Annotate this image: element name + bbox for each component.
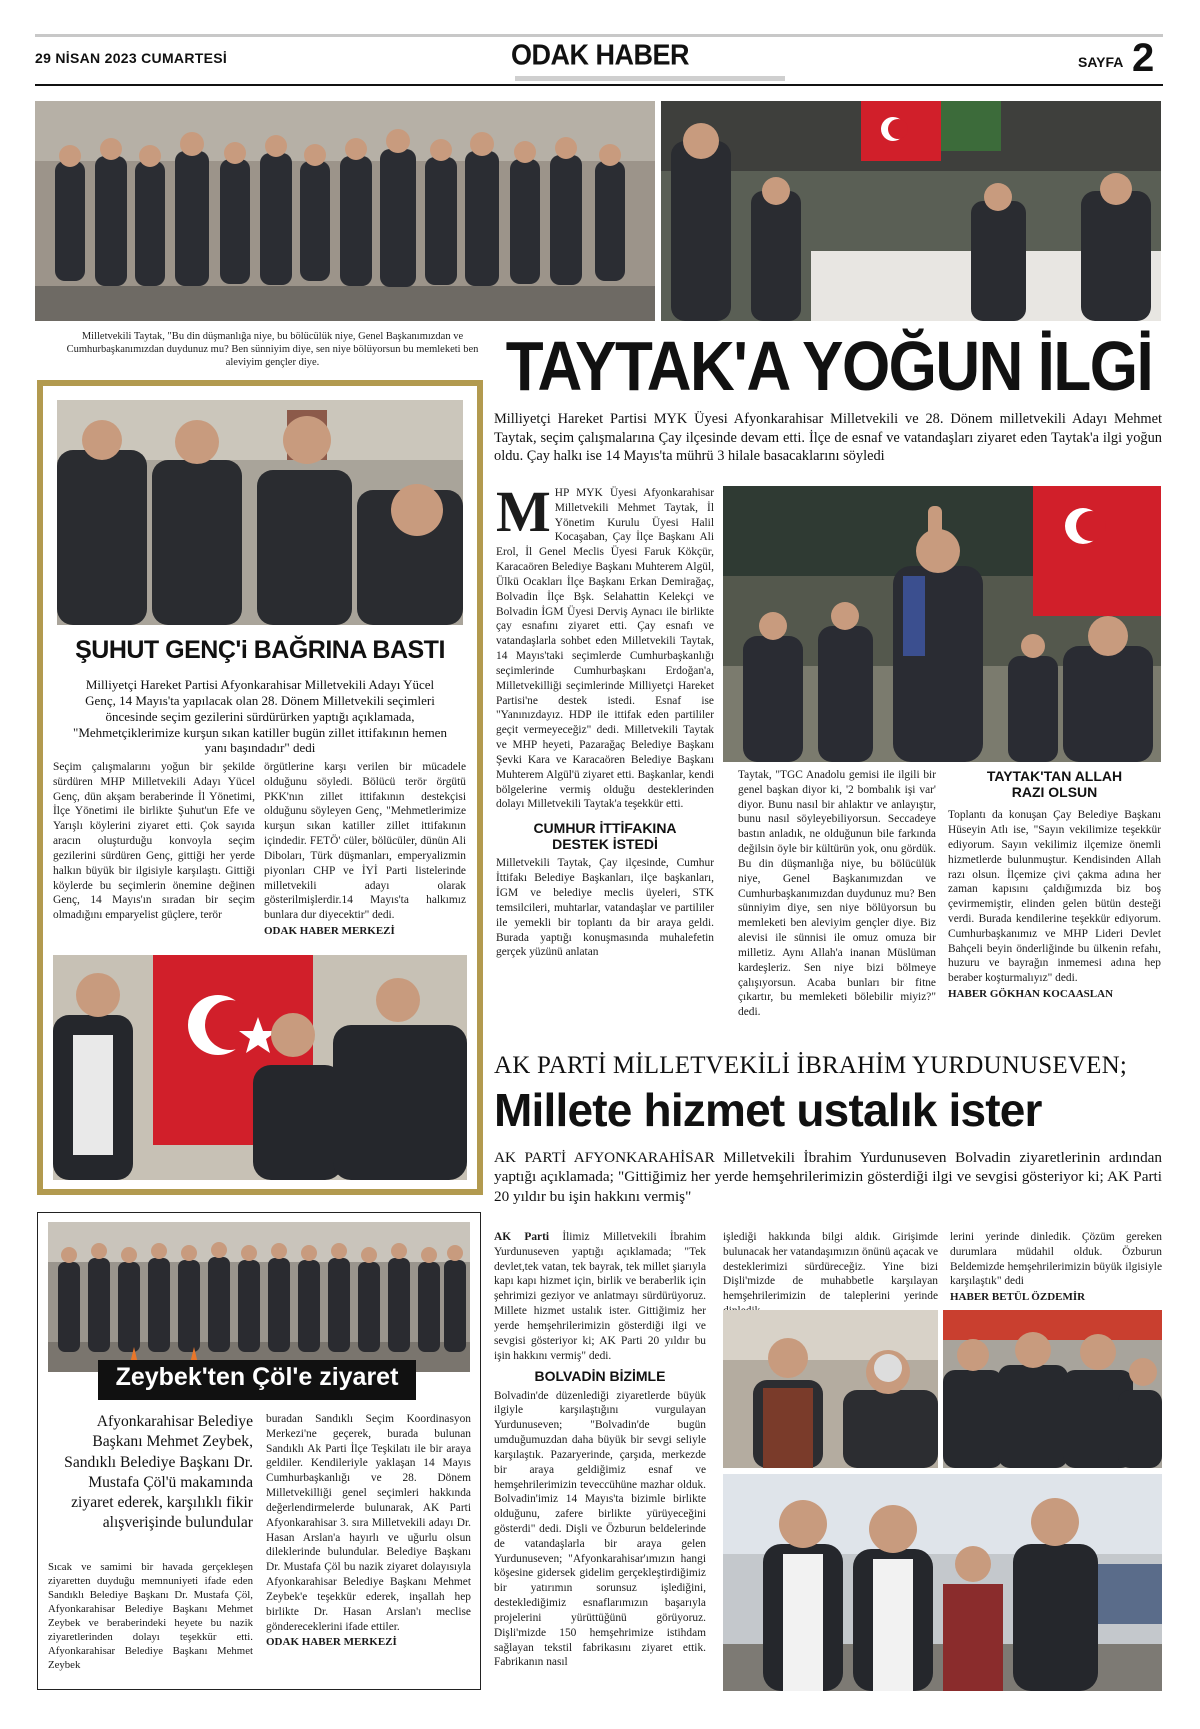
ak-col1-second: Bolvadin'de düzenlediği ziyaretlerde büyük ilgiyle karşılaştığını vurgulayan Yurdunuseven; "Bolvadin'de bugün umduğumuzdan daha büyük bir sevgi seliyle karşılaştık. Pazaryerinde, çarşıda, merkezde bir araya geldiğimiz esnaf ve hemşehrilerimizin teveccühüne mazhar olduk. Bolvadin'imiz 14 Mayıs'ta bizimle birlikte olduğunu, zafere birlikte yürüyeceğini gösterdi" dedi. Dişli ve Özburun beldelerinde de vatandaşlarla bir araya gelen Yurdunuseven; "Afyonkarahisar'ımızın hangi köşesine gidersek gidelim gerçekleştirdiğimiz bir yatırımın sorunsuz işlediğini, desteklediğimiz esnaflarımızın başarıyla projelerini yürüttüğünü görüyoruz. Dişli'mizde 150 hemşehrimize istihdam sağlayan tekstil fabrikasını ziyaret ettik. Fabrikanın nasıl [494, 1389, 706, 1669]
ak-column-3 [950, 1230, 1162, 1303]
ak-col3-text: lerini yerinde dinledik. Çözüm gereken durumlara müdahil olduk. Özburun Beldemizde hemşehrilerimizin büyük ilgisiyle karşılaştık" dedi [950, 1231, 1162, 1288]
taytak-column-1 [496, 479, 714, 960]
photo-ak-group-street [723, 1474, 1162, 1691]
taytak-dropcap: M [496, 479, 551, 544]
photo-restaurant-visit [661, 101, 1161, 321]
taytak-column-2: Taytak, "TGC Anadolu gemisi ile ilgili bir genel başkan diyor ki, '2 bombalık işi var' diyor. Bunu nasıl bir ahlaktır ve anlayıştır, bunu nasıl söyleyebiliyorsun. Seccadeye bastın anladık, ne olduğunun bile farkında değilsin öyle bir kültürün yok, onu gördük. Bu din düşmanlığa niye, bu bölücülük niye, Genel Başkanımızdan ve Cumhurbaşkanımızdan duydunuz mu? Ben sünniyim diye, sen niye bölüyorsun bu memleketi ben aleviyim gençler diye. Biz alevisi ile sünnisi ile omuz omuza bir milletiz. Aynı Allah'a inanan Müslüman kardeşleriz. Sen niye bizi bölmeye çalışıyorsun. Acaba bunları bir fitne çıkartır, bu memleketi bölebilir miyiz?" dedi. [738, 769, 936, 1019]
zeybek-col2-text: buradan Sandıklı Seçim Koordinasyon Merkezi'ne geçerek, burada bulunan Sandıklı Ak Parti İlçe Teşkilatı ile bir araya geldiler. Kendileriyle yaklaşan 14 Mayıs Cumhurbaşkanlığı ve 28. Dönem Milletvekilliği genel seçimleri hakkında değerlendirmelerde bulunarak, AK Parti Afyonkarahisar 3. sıra Milletvekili adayı Dr. Hasan Arslan'a hayırlı ve uğurlu olsun dileklerinde bulundular. Belediye Başkanı Dr. Mustafa Çöl bu nazik ziyaret dolayısıyla Afyonkarahisar Belediye Başkanı Mehmet Zeybek'e teşekkür ederek, inşallah hep birlikte Dr. Hasan Arslan'ı meclise göndereceklerini ifade ettiler. [266, 1413, 471, 1633]
suhut-headline: ŞUHUT GENÇ'i BAĞRINA BASTI [75, 636, 445, 664]
header-name-underline [515, 76, 785, 81]
zeybek-signature: ODAK HABER MERKEZİ [266, 1636, 397, 1649]
header-page-number: 2 [1132, 36, 1155, 80]
header-paper-name: ODAK HABER [510, 39, 689, 71]
ak-headline: Millete hizmet ustalık ister [494, 1084, 1042, 1136]
ak-kicker: AK PARTİ MİLLETVEKİLİ İBRAHİM YURDUNUSEVEN; [494, 1052, 1127, 1079]
photo-suhut-young-men [53, 955, 467, 1180]
ak-col1-first: İlimiz Milletvekili İbrahim Yurdunuseven yaptığı açıklamada; "Tek devlet,tek vatan, tek bayrak, tek millet şiarıyla kapı kapı hizmet için, birlik ve beraberlik için şehrimizi geziyor ve anlatmayı sürdürüyoruz. Millete hizmet ustalık ister. Gittiğimiz her yerde hemşehrilerimizin gösterdiği ilgi ve sevgisi gösteriyor ki; AK Parti 20 yıldır bu işin hakkını vermiş" dedi. [494, 1231, 706, 1362]
zeybek-headline: Zeybek'ten Çöl'e ziyaret [115, 1363, 399, 1391]
ak-column-1 [494, 1230, 706, 1670]
taytak-headline: TAYTAK'A YOĞUN İLGİ [505, 328, 1153, 406]
photo-ak-child [723, 1310, 938, 1468]
zeybek-column-2 [266, 1412, 471, 1648]
header-date: 29 NİSAN 2023 CUMARTESİ [35, 50, 228, 66]
suhut-lead: Milliyetçi Hareket Partisi Afyonkarahisar Milletvekili Adayı Yücel Genç, 14 Mayıs'ta yapılacak olan 28. Dönem Milletvekili seçimleri öncesinde seçim gezilerini sürdürürken yaptığı açıklamada, "Mehmetçiklerimize kurşun sıkan katiller bugün zillet ittifakının hemen yanı başındadır" dedi [73, 677, 447, 756]
ak-column-2: işlediği hakkında bilgi aldık. Girişimde bulunacak her vatandaşımızın önünü açacak ve desteklerimizi sürdüreceğiz. Yine bizi Dişli'mizde de muhabbetle karşılayan hemşehrilerimizin de taleplerini yerinde [723, 1231, 938, 1303]
suhut-col2-text: örgütlerine karşı verilen bir mücadele olduğunu söyledi. Bölücü terör örgütü PKK'nın zillet ittifakının destekçisi olduğunu söyleyen Genç, "Mehmetlerimize kurşun sıkan katiller zillet ittifakının içindedir. FETÖ' cüler, bölücüler, dünün Ali Diboları, Türk düşmanları, emperyalizmin piyonları CHP ve İYİ Parti listelerinde milletvekili adayı olarak gösterilmişlerdir.14 Mayıs'ta halkımız bunlara dur diyecektir" dedi. [264, 761, 466, 922]
taytak-col1-second: Milletvekili Taytak, Çay ilçesinde, Cumhur İttifakı Belediye Başkanları, ilçe başkanları, İGM ve belediye meclis üyeleri, STK temsilcileri, muhtarlar, vatandaşlar ve partililer ile yemekli bir toplantı da bir araya geldi. Burada yaptığı konuşmasında muhalefetin gerçek yüzünü anlatan [496, 857, 714, 959]
taytak-col1-first: HP MYK Üyesi Afyonkarahisar Milletvekili Mehmet Taytak, İl Yönetim Kurulu Üyesi Halil Kocaşaban, Çay İlçe Başkanı Ali Erol, İl Genel Meclis Üyesi Faruk Kökçür, Karacaören Belediye Başkanı Muhterem Algül, Ülkü Ocakları İlçe Başkanı Erkan Demirağaç, Bolvadin İlçe Bşk. Selahattin Kelekçi ve Bolvadin İGM Üyesi Derviş Aynacı ile birlikte çay esnafını ziyaret etti. Çay esnafı ve vatandaşlarla sohbet eden Milletvekili Taytak, 14 Mayıs'taki seçimlerde Cumhurbaşkanlığı seçimlerinde Cumhurbaşkanı Erdoğan'a, Milletvekilliği seçimlerinde Milliyetçi Hareket Partisi'ne destek istedi. Esnaf ise "Yanınızdayız. HDP ile ittifak eden partililer geçit vermeyeceğiz" dedi. Milletvekili Taytak ve MHP heyeti, Pazarağaç Belediye Başkanı Şevki Kara ve Karacaören Belediye Başkanı Muhterem Algül'ü ziyaret etti. Başkanlar, kendi bölgelerine vermiş olduğu desteklerinden dolayı Milletvekili Taytak'a teşekkür etti. [496, 487, 714, 811]
zeybek-lead: Afyonkarahisar Belediye Başkanı Mehmet Zeybek, Sandıklı Belediye Başkanı Dr. Mustafa Çöl'ü makamında ziyaret ederek, karşılıklı fikir alışverişinde bulundular [64, 1413, 253, 1532]
taytak-column-3 [948, 768, 1161, 1000]
taytak-subhead-destek: CUMHUR İTTİFAKINA DESTEK İSTEDİ [533, 820, 677, 853]
ak-col1-lead: AK Parti [494, 1231, 550, 1243]
taytak-subhead-allah: TAYTAK'TAN ALLAH RAZI OLSUN [986, 768, 1123, 801]
header-page-label: SAYFA [1078, 54, 1124, 70]
photo-suhut-handshake [57, 400, 463, 625]
suhut-column-1: Seçim çalışmalarını yoğun bir şekilde sürdüren MHP Milletvekili Adayı Yücel Genç, dün akşam beraberinde İl Yönetimi, İlçe Yönetimi ile birlikte Şuhut'un Efe ve Yarışlı köylerini ziyaret etti. Çok sayıda aracın oluşturduğu konvoyla seçim gezilerini sürdüren Genç, gittiği her yerde halkın büyük bir ilgisiyle karşılaştı. Gittiği köylerde bu seçimlerin önemine değinen Genç, 14 Mayıs'ın sıradan bir seçim olmadığını emparyelist güçlere, terör [53, 761, 255, 922]
ak-subhead-bolvadin: BOLVADİN BİZİMLE [534, 1368, 666, 1385]
photo-ak-greeting [943, 1310, 1162, 1468]
ak-lead: AK PARTİ AFYONKARAHİSAR Milletvekili İbrahim Yurdunuseven Bolvadin ziyaretlerinin ardından yaptığı açıklamada; "Gittiğimiz her yerde hemşehrilerimizin gösterdiği ilgi ve sevgisi gösteriyor ki; AK Parti 20 yıldır bu işin hakkını vermiş" [494, 1149, 1162, 1205]
taytak-signature: HABER GÖKHAN KOCAASLAN [948, 988, 1114, 1001]
suhut-column-2 [264, 760, 466, 937]
header-bottom-rule [35, 84, 1163, 86]
taytak-lead: Milliyetçi Hareket Partisi MYK Üyesi Afyonkarahisar Milletvekili ve 28. Dönem milletvekili Adayı Mehmet Taytak, seçim çalışmalarına Çay ilçesinde devam etti. İlçe de esnaf ve vatandaşları ziyaret eden Taytak'a ilgi yoğun oldu. Çay halkı ise 14 Mayıs'ta mührü 3 hilale basacaklarını söyledi [494, 411, 1162, 465]
suhut-signature: ODAK HABER MERKEZİ [264, 925, 395, 938]
taytak-col3-text: Toplantı da konuşan Çay Belediye Başkanı Hüseyin Atlı ise, "Sayın vekilimize teşekkür ediyorum. Sayın vekilimiz ilçemize önemli hizmetlerde bulunmuştur. Kendisinden Allah razı olsun. İlçemize çivi çakma adına her zaman kapısını çaldığımızda biz boş çevirmemiştir, elinden gelen bütün desteği verdi. Burada kendilerine teşekkür ediyorum. Cumhurbaşkanımız ve MHP Lideri Devlet Bahçeli beyin önderliğinde bu ülkenin refahı, huzuru ve bayrağın inmemesi adına hep beraber koşturmalıyız" dedi. [948, 809, 1161, 985]
header-top-rule [35, 34, 1163, 37]
photo-zeybek-group [48, 1222, 470, 1372]
zeybek-column-1: Sıcak ve samimi bir havada gerçekleşen ziyaretten duyduğu memnuniyeti ifade eden Sandıklı Belediye Başkanı Dr. Mustafa Çöl, Afyonkarahisar Belediye Başkanı Mehmet Zeybek ve beraberindeki heyete bu nazik ziyaretlerinden dolayı teşekkür etti. Afyonkarahisar Belediye Başkanı Mehmet Zeybek [48, 1561, 253, 1672]
ak-signature: HABER BETÜL ÖZDEMİR [950, 1291, 1086, 1304]
top-photo-caption: Milletvekili Taytak, "Bu din düşmanlığa niye, bu bölücülük niye, Genel Başkanımızdan ve Cumhurbaşkanımızdan duydunuz mu? Ben sünniyim diye, sen niye bölüyorsun bu memleketi ben aleviyim gençler diye. [66, 331, 479, 369]
photo-taytak-speech [723, 486, 1161, 762]
photo-crowd-outdoor [35, 101, 655, 321]
